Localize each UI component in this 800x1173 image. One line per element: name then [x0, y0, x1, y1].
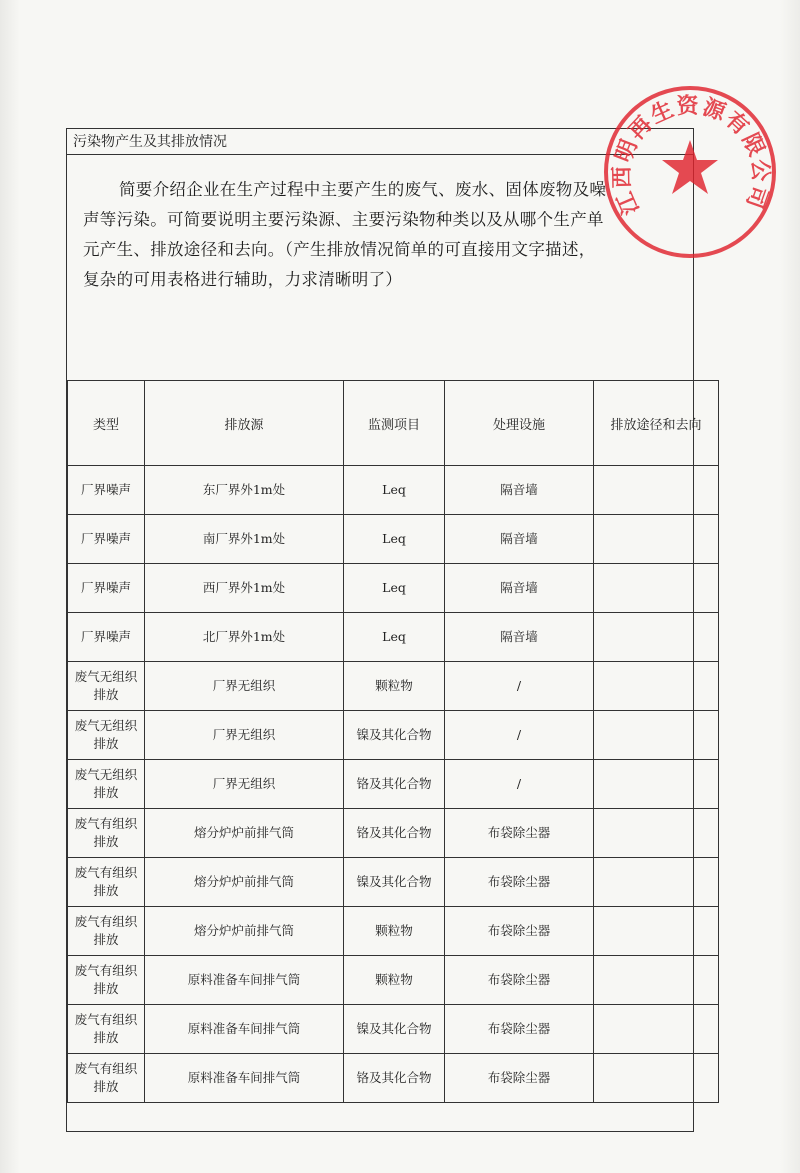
- cell-source: 南厂界外1m处: [145, 515, 344, 564]
- cell-source: 东厂界外1m处: [145, 466, 344, 515]
- cell-route: [594, 1005, 719, 1054]
- table-row: [68, 613, 719, 662]
- cell-type: 废气无组织排放: [68, 711, 145, 760]
- table-row: [68, 515, 719, 564]
- cell-route: [594, 956, 719, 1005]
- cell-facility: /: [445, 662, 594, 711]
- cell-route: [594, 858, 719, 907]
- table-row: [68, 662, 719, 711]
- cell-route: [594, 1054, 719, 1103]
- intro-paragraph: [83, 175, 681, 295]
- cell-source: 熔分炉炉前排气筒: [145, 907, 344, 956]
- cell-item: 镍及其化合物: [344, 711, 445, 760]
- section-title: 污染物产生及其排放情况: [67, 129, 693, 155]
- cell-source: 原料准备车间排气筒: [145, 956, 344, 1005]
- cell-facility: 隔音墙: [445, 515, 594, 564]
- cell-item: Leq: [344, 515, 445, 564]
- cell-type: 厂界噪声: [68, 515, 145, 564]
- cell-source: 北厂界外1m处: [145, 613, 344, 662]
- cell-source: 厂界无组织: [145, 760, 344, 809]
- cell-item: 铬及其化合物: [344, 1054, 445, 1103]
- cell-item: 镍及其化合物: [344, 1005, 445, 1054]
- cell-type: 废气有组织排放: [68, 1005, 145, 1054]
- intro-line: 元产生、排放途径和去向。（产生排放情况简单的可直接用文字描述，: [83, 240, 596, 259]
- emission-table: [67, 380, 719, 1103]
- cell-source: 厂界无组织: [145, 711, 344, 760]
- header-item: 监测项目: [344, 381, 445, 466]
- cell-item: 颗粒物: [344, 662, 445, 711]
- cell-facility: 隔音墙: [445, 466, 594, 515]
- cell-route: [594, 466, 719, 515]
- cell-type: 废气有组织排放: [68, 858, 145, 907]
- cell-type: 厂界噪声: [68, 466, 145, 515]
- table-body: [68, 466, 719, 1103]
- cell-source: 西厂界外1m处: [145, 564, 344, 613]
- table-row: [68, 1005, 719, 1054]
- cell-facility: 布袋除尘器: [445, 907, 594, 956]
- cell-item: 铬及其化合物: [344, 760, 445, 809]
- cell-type: 废气有组织排放: [68, 907, 145, 956]
- seal-text: 江西明再生资源有限公司: [609, 92, 774, 219]
- cell-facility: 布袋除尘器: [445, 956, 594, 1005]
- cell-item: Leq: [344, 466, 445, 515]
- seal-star-icon: [662, 140, 718, 194]
- cell-item: 颗粒物: [344, 907, 445, 956]
- cell-item: Leq: [344, 564, 445, 613]
- cell-item: 铬及其化合物: [344, 809, 445, 858]
- intro-line: 简要介绍企业在生产过程中主要产生的废气、废水、固体废物及噪: [119, 180, 607, 199]
- table-row: [68, 907, 719, 956]
- cell-item: Leq: [344, 613, 445, 662]
- table-header-row: [68, 381, 719, 466]
- cell-facility: 隔音墙: [445, 613, 594, 662]
- cell-source: 原料准备车间排气筒: [145, 1054, 344, 1103]
- header-source: 排放源: [145, 381, 344, 466]
- cell-route: [594, 515, 719, 564]
- cell-item: 镍及其化合物: [344, 858, 445, 907]
- cell-source: 原料准备车间排气筒: [145, 1005, 344, 1054]
- cell-facility: 布袋除尘器: [445, 809, 594, 858]
- cell-type: 废气无组织排放: [68, 760, 145, 809]
- table-row: [68, 956, 719, 1005]
- cell-source: 厂界无组织: [145, 662, 344, 711]
- cell-source: 熔分炉炉前排气筒: [145, 809, 344, 858]
- cell-route: [594, 662, 719, 711]
- cell-route: [594, 760, 719, 809]
- intro-line: 声等污染。可简要说明主要污染源、主要污染物种类以及从哪个生产单: [83, 210, 604, 229]
- cell-type: 废气有组织排放: [68, 956, 145, 1005]
- header-type: 类型: [68, 381, 145, 466]
- cell-type: 废气有组织排放: [68, 1054, 145, 1103]
- cell-route: [594, 711, 719, 760]
- cell-type: 厂界噪声: [68, 564, 145, 613]
- cell-type: 厂界噪声: [68, 613, 145, 662]
- cell-route: [594, 613, 719, 662]
- cell-item: 颗粒物: [344, 956, 445, 1005]
- cell-route: [594, 907, 719, 956]
- cell-type: 废气无组织排放: [68, 662, 145, 711]
- table-row: [68, 466, 719, 515]
- cell-facility: 隔音墙: [445, 564, 594, 613]
- cell-type: 废气有组织排放: [68, 809, 145, 858]
- table-row: [68, 1054, 719, 1103]
- table-row: [68, 858, 719, 907]
- cell-facility: /: [445, 760, 594, 809]
- header-facility: 处理设施: [445, 381, 594, 466]
- company-seal: [600, 82, 780, 262]
- header-route: 排放途径和去向: [594, 381, 719, 466]
- cell-facility: 布袋除尘器: [445, 1054, 594, 1103]
- cell-route: [594, 809, 719, 858]
- intro-line: 复杂的可用表格进行辅助，力求清晰明了）: [83, 270, 403, 289]
- table-row: [68, 809, 719, 858]
- cell-source: 熔分炉炉前排气筒: [145, 858, 344, 907]
- cell-facility: 布袋除尘器: [445, 1005, 594, 1054]
- cell-facility: /: [445, 711, 594, 760]
- table-row: [68, 564, 719, 613]
- cell-facility: 布袋除尘器: [445, 858, 594, 907]
- table-row: [68, 711, 719, 760]
- table-row: [68, 760, 719, 809]
- cell-route: [594, 564, 719, 613]
- form-frame: [66, 128, 702, 1132]
